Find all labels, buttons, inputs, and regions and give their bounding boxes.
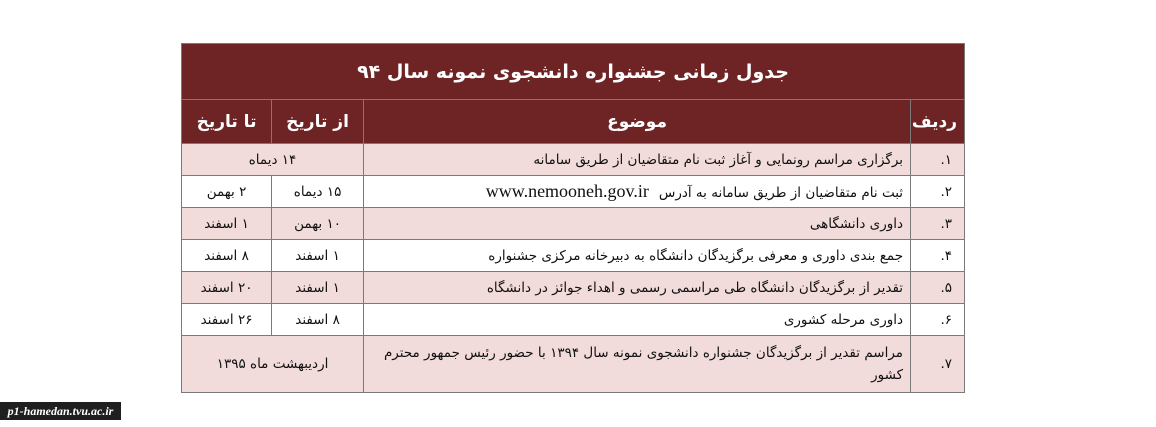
row-topic: برگزاری مراسم رونمایی و آغاز ثبت نام متقاضیان از طریق سامانه bbox=[364, 144, 911, 176]
row-to-date: ۱ اسفند bbox=[182, 208, 272, 240]
row-from-date: ۸ اسفند bbox=[272, 304, 364, 336]
row-to-date: ۲ بهمن bbox=[182, 176, 272, 208]
header-to-date: تا تاریخ bbox=[182, 100, 272, 144]
table-row bbox=[182, 272, 965, 304]
schedule-table bbox=[181, 43, 965, 393]
header-topic: موضوع bbox=[364, 100, 911, 144]
row-from-date: ۱۵ دیماه bbox=[272, 176, 364, 208]
table-row bbox=[182, 144, 965, 176]
website-url: www.nemooneh.gov.ir bbox=[485, 181, 649, 201]
row-topic: داوری مرحله کشوری bbox=[364, 304, 911, 336]
row-number: ۴. bbox=[911, 240, 965, 272]
row-topic: تقدیر از برگزیدگان دانشگاه طی مراسمی رسمی و اهداء جوائز در دانشگاه bbox=[364, 272, 911, 304]
row-number: ۳. bbox=[911, 208, 965, 240]
row-topic: داوری دانشگاهی bbox=[364, 208, 911, 240]
row-number: ۶. bbox=[911, 304, 965, 336]
row-to-date: ۲۶ اسفند bbox=[182, 304, 272, 336]
header-row-number: ردیف bbox=[911, 100, 965, 144]
row-to-date: ۸ اسفند bbox=[182, 240, 272, 272]
row-date: ۱۴ دیماه bbox=[182, 144, 364, 176]
row-number: ۲. bbox=[911, 176, 965, 208]
site-watermark: p1-hamedan.tvu.ac.ir bbox=[0, 402, 121, 420]
row-number: ۱. bbox=[911, 144, 965, 176]
row-topic: مراسم تقدیر از برگزیدگان جشنواره دانشجوی نمونه سال ۱۳۹۴ با حضور رئیس جمهور محترم کشور bbox=[364, 336, 911, 393]
row-date: اردیبهشت ماه ۱۳۹۵ bbox=[182, 336, 364, 393]
table-row bbox=[182, 176, 965, 208]
row-topic: جمع بندی داوری و معرفی برگزیدگان دانشگاه به دبیرخانه مرکزی جشنواره bbox=[364, 240, 911, 272]
row-from-date: ۱ اسفند bbox=[272, 240, 364, 272]
table-header-row bbox=[182, 100, 965, 144]
row-from-date: ۱۰ بهمن bbox=[272, 208, 364, 240]
table-row bbox=[182, 336, 965, 393]
row-number: ۷. bbox=[911, 336, 965, 393]
table-title-row bbox=[182, 44, 965, 100]
header-from-date: از تاریخ bbox=[272, 100, 364, 144]
table-row bbox=[182, 208, 965, 240]
row-topic-cell bbox=[364, 176, 911, 208]
table-row bbox=[182, 240, 965, 272]
row-number: ۵. bbox=[911, 272, 965, 304]
row-topic: ثبت نام متقاضیان از طریق سامانه به آدرس bbox=[658, 185, 904, 201]
table-title: جدول زمانی جشنواره دانشجوی نمونه سال ۹۴ bbox=[182, 44, 965, 100]
row-to-date: ۲۰ اسفند bbox=[182, 272, 272, 304]
row-from-date: ۱ اسفند bbox=[272, 272, 364, 304]
table-row bbox=[182, 304, 965, 336]
